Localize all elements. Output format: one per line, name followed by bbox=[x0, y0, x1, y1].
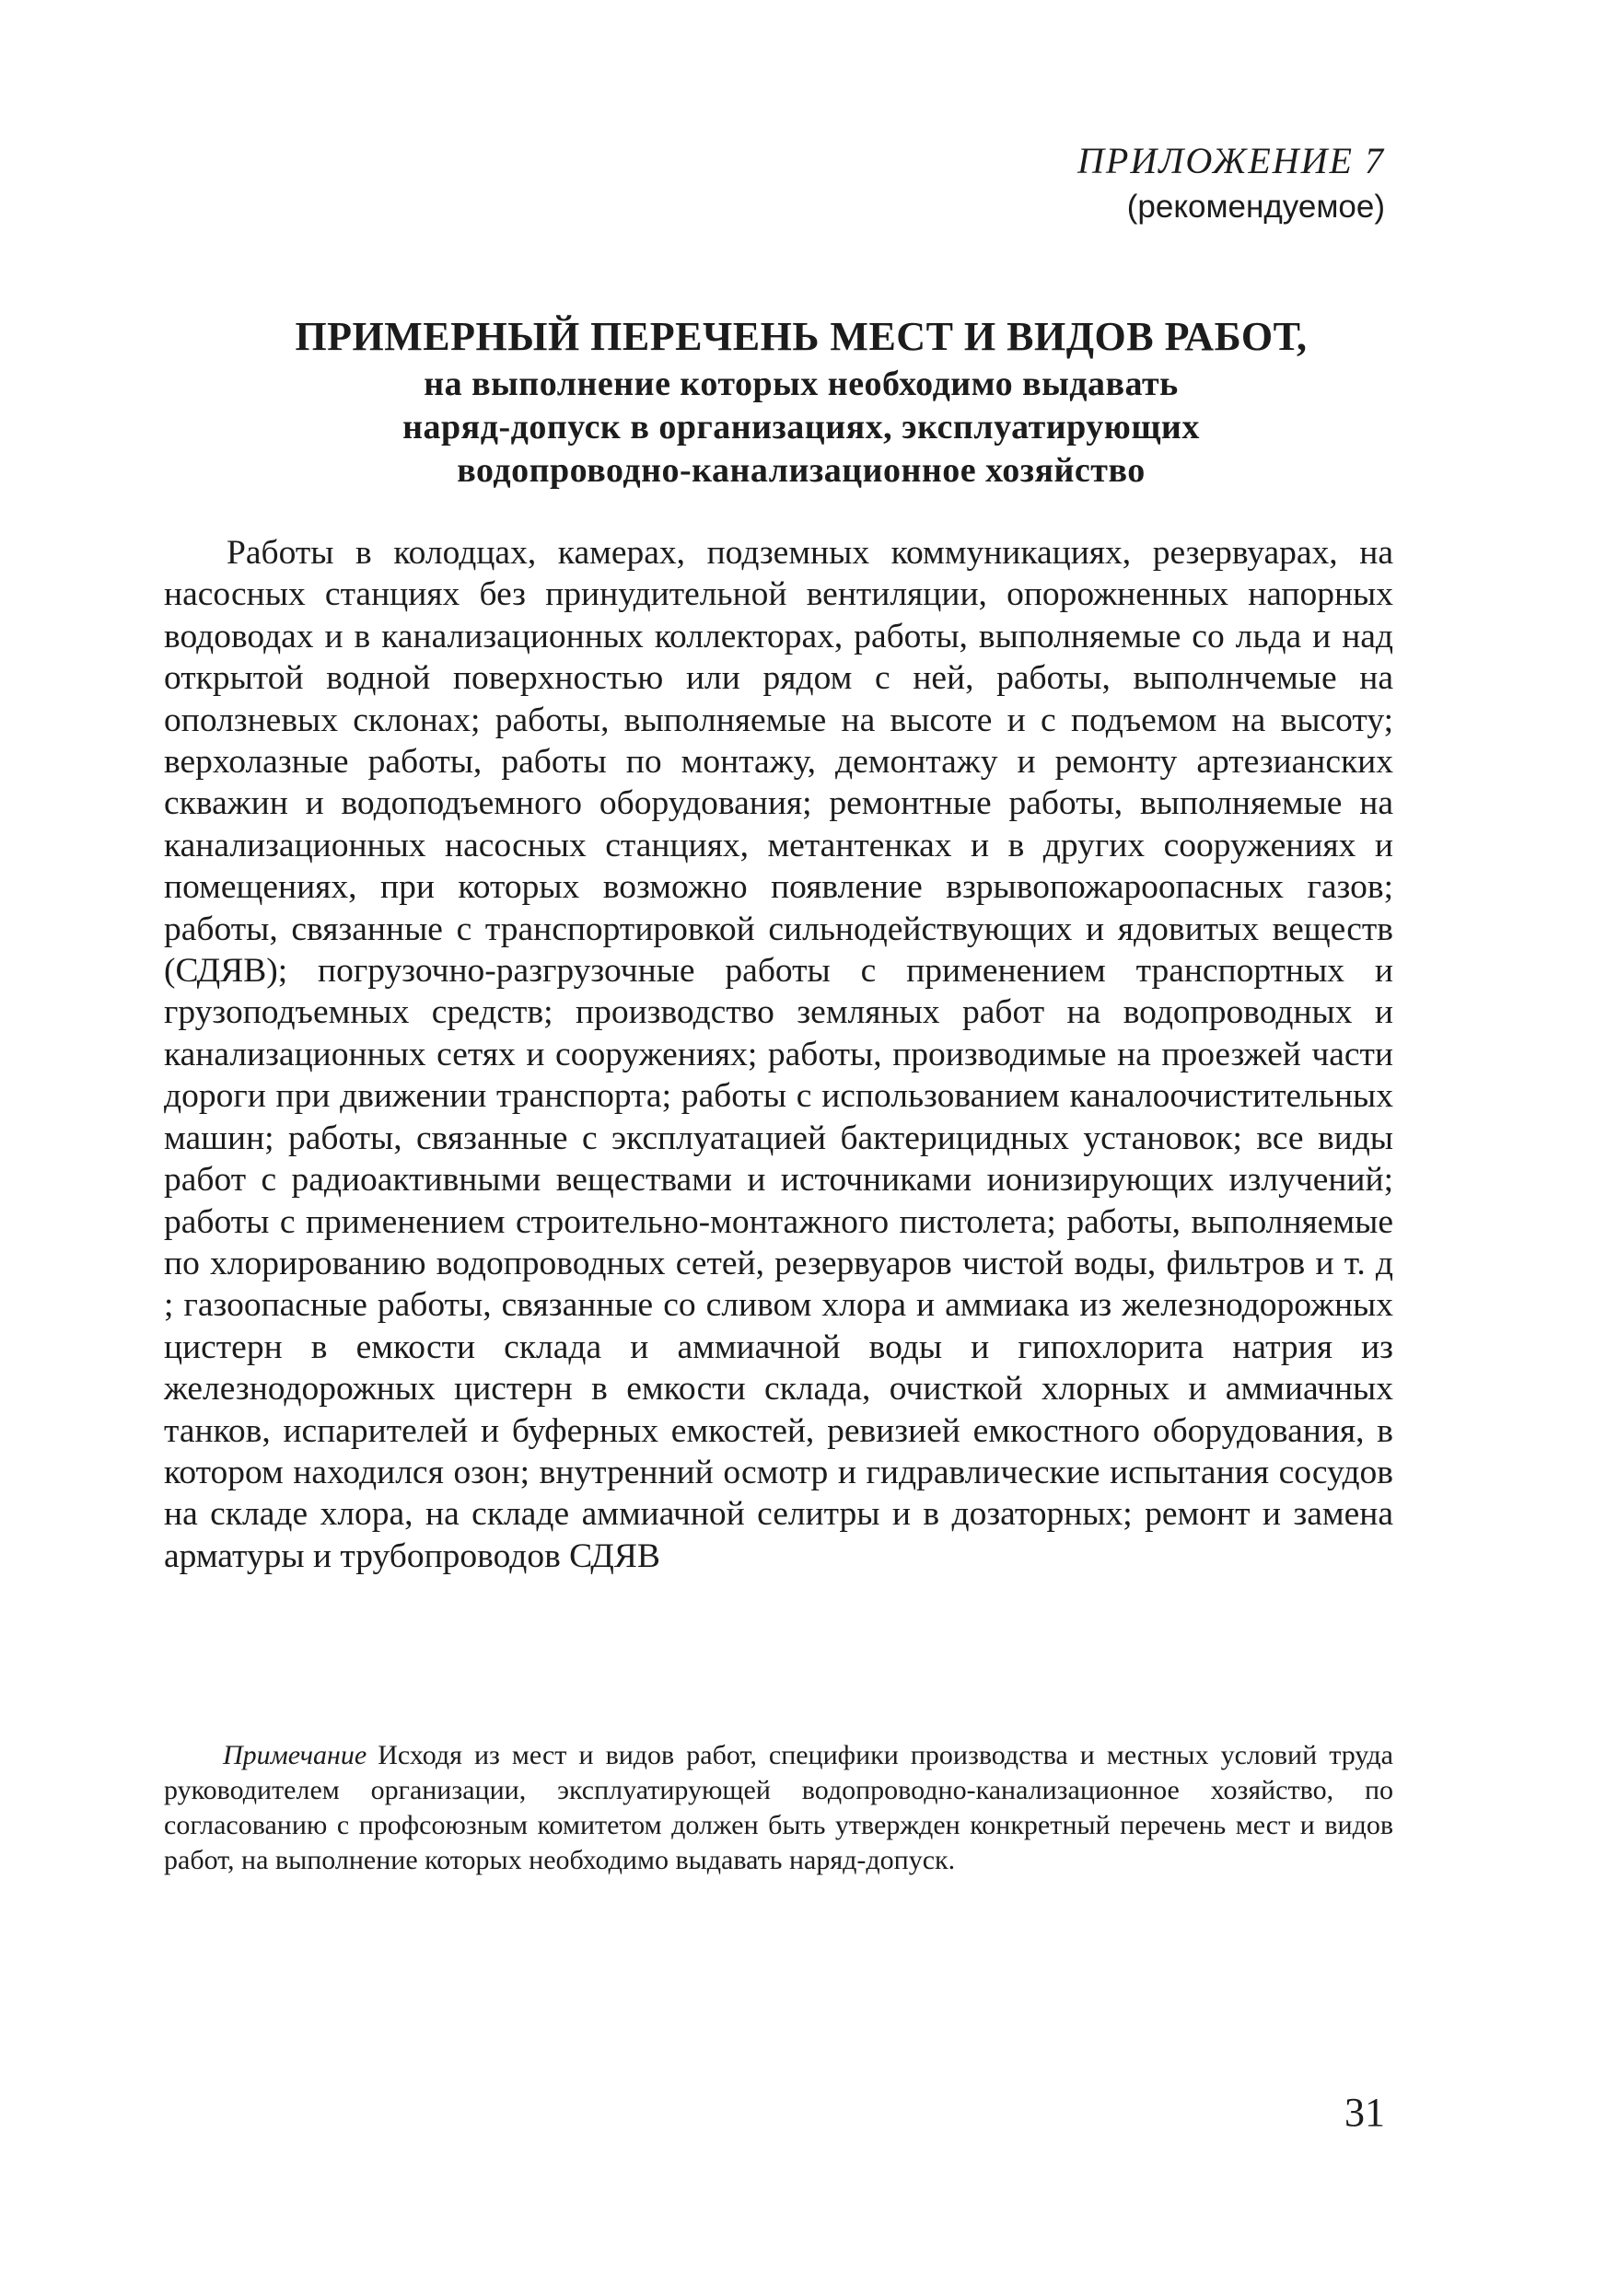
document-title bbox=[166, 311, 1437, 493]
note-text: Исходя из мест и видов работ, специфики производства и местных условий труда руководителем организации, эксплуатирующей водопроводно-канализационное хозяйство, по согласованию с профсоюзным комитетом должен быть утвержден конкретный перечень мест и видов работ, на выполнение которых необходимо выдавать наряд-допуск. bbox=[164, 1740, 1393, 1875]
appendix-header bbox=[1077, 138, 1385, 230]
page-number: 31 bbox=[1344, 2090, 1385, 2135]
title-line-1: на выполнение которых необходимо выдавать bbox=[424, 365, 1179, 403]
note bbox=[164, 1738, 1393, 1878]
title-main: ПРИМЕРНЫЙ ПЕРЕЧЕНЬ МЕСТ И ВИДОВ РАБОТ, bbox=[295, 314, 1308, 359]
note-label: Примечание bbox=[223, 1740, 367, 1770]
title-line-2: наряд-допуск в организациях, эксплуатирующих bbox=[402, 408, 1200, 446]
body-paragraph: Работы в колодцах, камерах, подземных коммуникациях, резервуарах, на насосных станциях без принудительной вентиляции, опорожненных напорных водоводах и в канализационных коллекторах, работы, выполняемые со льда и над открытой водной поверхностью или рядом с ней, работы, выполнчемые на оползневых склонах; работы, выполняемые на высоте и с подъемом на высоту; верхолазные работы, работы по монтажу, демонтажу и ремонту артезианских скважин и водоподъемного оборудования; ремонтные работы, выполняемые на канализационных насосных станциях, метантенках и в других сооружениях и помещениях, при которых возможно появление взрывопожароопасных газов; работы, связанные с транспортировкой сильнодействующих и ядовитых веществ (СДЯВ); погрузочно-разгрузочные работы с применением транспортных и грузоподъемных средств; производство земляных работ на водопроводных и канализационных сетях и сооружениях; работы, производимые на проезжей части дороги при движении транспорта; работы с использованием каналоочистительных машин; работы, связанные с эксплуатацией бактерицидных установок; все виды работ с радиоактивными веществами и источниками ионизирующих излучений; работы с применением строительно-монтажного пистолета; работы, выполняемые по хлорированию водопроводных сетей, резервуаров чистой воды, фильтров и т. д ; газоопасные работы, связанные со сливом хлора и аммиака из железнодорожных цистерн в емкости склада и аммиачной воды и гипохлорита натрия из железнодорожных цистерн в емкости склада, очисткой хлорных и аммиачных танков, испарителей и буферных емкостей, ревизией емкостного оборудования, в котором находился озон; внутренний осмотр и гидравлические испытания сосудов на складе хлора, на складе аммиачной селитры и в дозаторных; ремонт и замена арматуры и трубопроводов СДЯВ bbox=[164, 534, 1393, 1575]
appendix-label: ПРИЛОЖЕНИЕ 7 bbox=[1077, 140, 1385, 181]
title-line-3: водопроводно-канализационное хозяйство bbox=[457, 451, 1146, 490]
appendix-type: (рекомендуемое) bbox=[1126, 189, 1385, 225]
